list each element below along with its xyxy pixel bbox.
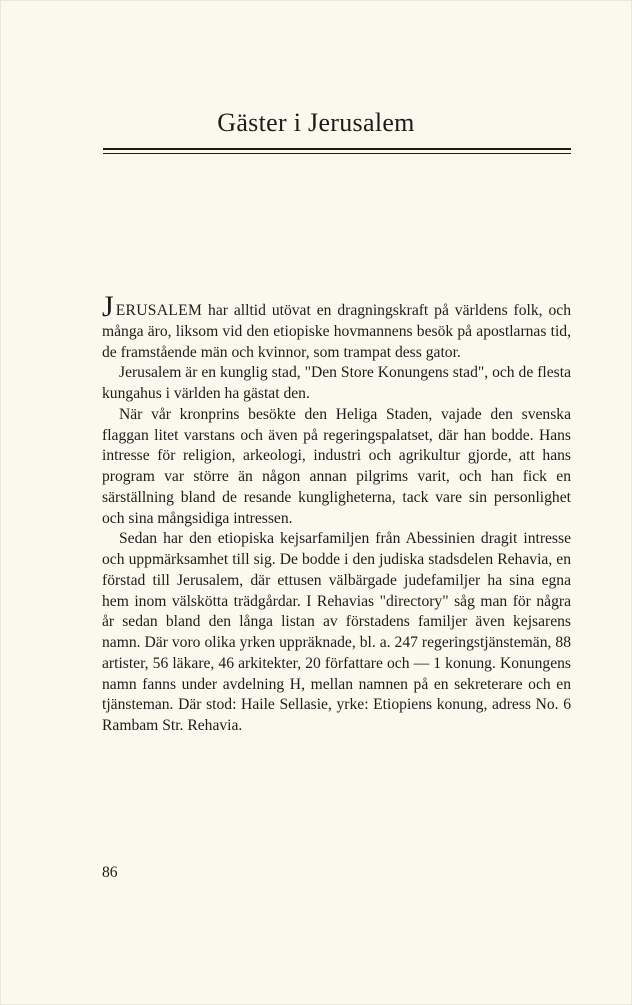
page-number: 86 (102, 864, 118, 881)
paragraph-2: Jerusalem är en kunglig stad, "Den Store Konungens stad", och de flesta kungahus i världen ha gästat den. (102, 364, 571, 402)
page-title: Gäster i Jerusalem (217, 108, 415, 137)
drop-cap: J (102, 290, 114, 323)
paragraph-3: När vår kronprins besökte den Heliga Staden, vajade den svenska flaggan litet varstans och även på regeringspalatset, där han bodde. Hans intresse för religion, arkeologi, industri och agrikultur gjorde, att hans program var större än någon annan pilgrims varit, och han fick en särställning bland de resande kungligheterna, tack vare sin personlighet och sina mångsidiga intressen. (102, 405, 571, 527)
title-rule-thin (103, 153, 571, 154)
paragraph-4: Sedan har den etiopiska kejsarfamiljen från Abessinien dragit intresse och uppmärksamhet till sig. De bodde i den judiska stadsdelen Rehavia, en förstad till Jerusalem, där ettusen välbärgade judefamiljer ha sina egna hem inom välskötta trädgårdar. I Rehavias "directory" såg man för några år sedan bland den långa listan av förstadens familjer även kejsarens namn. Där voro olika yrken uppräknade, bl. a. 247 regeringstjänstemän, 88 artister, 56 läkare, 46 arkitekter, 20 författare och — 1 konung. Konungens namn fanns under avdelning H, mellan namnen på en sekreterare och en tjänsteman. Där stod: Haile Sellasie, yrke: Etiopiens konung, adress No. 6 Rambam Str. Rehavia. (102, 530, 571, 734)
paragraph-1-text: har alltid utövat en dragningskraft på världens folk, och många äro, liksom vid den etiopiske hovmannens besök på apostlarnas tid, de framstående män och kvinnor, som trampat dess gator. (102, 302, 571, 361)
article-body (102, 290, 571, 737)
opening-word: ERUSALEM (115, 302, 203, 319)
title-rule-thick (103, 148, 571, 150)
paragraph-1 (102, 290, 571, 363)
